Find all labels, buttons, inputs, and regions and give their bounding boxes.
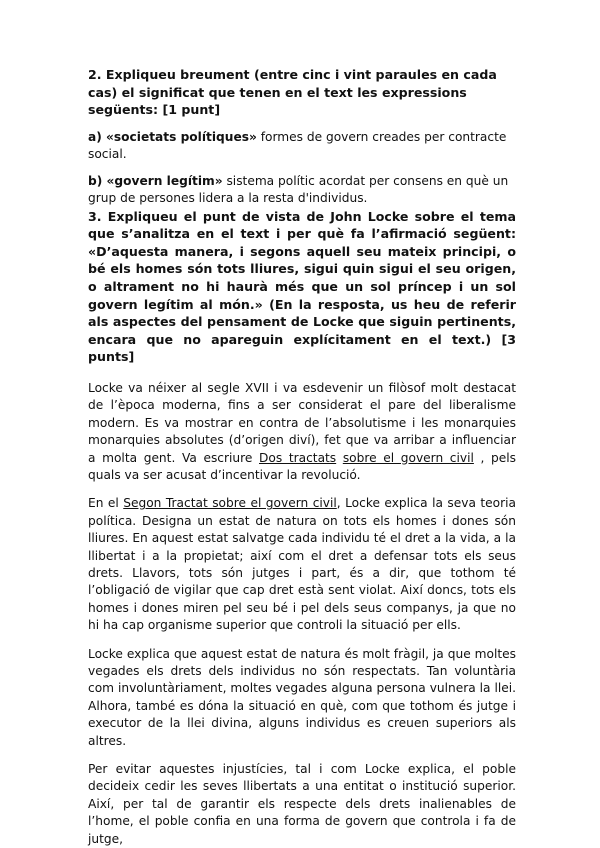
paragraph-1-text-end: , pels quals va ser acusat d’incentivar la revolució. — [88, 450, 517, 482]
paragraph-1-text-start: Locke va néixer al segle XVII i va esdevenir un filòsof molt destacat de l’època moderna, fins a ser considerat el pare del liberalisme modern. Es va mostrar en contra de l’absolutisme i les monarquies monarquies absolutes (d’origen diví), fet que va arribar a influenciar a molta gent. Va escriure — [88, 380, 516, 465]
paragraph-2-text-end: , Locke explica la seva teoria política. Designa un estat de natura on tots els homes i dones són lliures. En aquest estat salvatge cada individu té el dret a la vida, a la llibertat i a la propietat; així com el dret a defensar tots els seus drets. Llavors, tots són jutges i part, és a dir, que tothom té l’obligació de vigilar que cap dret està sent violat. Així doncs, tots els homes i dones miren pel seu bé i pel dels seus companys, ja que no hi ha cap organisme superior que controli la situació per ells. — [88, 496, 516, 633]
answer-a — [88, 129, 516, 163]
answer-b-term: «govern legítim» — [106, 174, 223, 189]
answer-a-definition: formes de govern creades per contracte social. — [88, 129, 507, 161]
treatise-title: Segon Tractat sobre el govern civil — [123, 496, 337, 511]
answer-paragraph-4: Per evitar aquestes injustícies, tal i com Locke explica, el poble decideix cedir les seves llibertats a una entitat o institució superior. Així, per tal de garantir els respecte dels drets inalienables de l’home, el poble confia en una forma de govern que controla i fa de jutge, — [88, 762, 516, 846]
answer-paragraph-1 — [88, 380, 516, 484]
answer-b-definition: sistema polític acordat per consens en què un grup de persones lidera a la resta d'individus. — [88, 174, 509, 206]
answer-paragraph-3: Locke explica que aquest estat de natura és molt fràgil, ja que moltes vegades els drets dels individus no són respectats. Tan voluntària com involuntàriament, moltes vegades alguna persona vulnera la llei. Alhora, també es dóna la situació en què, com que tothom és jutge i executor de la llei divina, alguns individus es creuen superiors als altres. — [88, 646, 516, 748]
answer-a-marker: a) — [88, 129, 107, 144]
answer-b — [88, 173, 516, 207]
paragraph-2-text-start: En el — [88, 496, 124, 511]
question-3-heading: 3. Expliqueu el punt de vista de John Locke sobre el tema que s’analitza en el text i per què fa l’afirmació següent: «D’aquesta manera, i segons aquell seu mateix principi, o bé els homes són tots lliures, sigui quin sigui el seu origen, o altrament no hi haurà més que un sol príncep i un sol govern legítim al món.» (En la resposta, us heu de referir als aspectes del pensament de Locke que siguin pertinents, encara que no apareguin explícitament en el text.) [3 punts] — [88, 208, 516, 365]
answer-a-term: «societats polítiques» — [106, 129, 257, 144]
book-title-space — [336, 451, 343, 465]
document-body — [88, 66, 516, 848]
answer-b-marker: b) — [88, 174, 107, 189]
answer-paragraph-2 — [88, 495, 516, 634]
question-2-heading: 2. Expliqueu breument (entre cinc i vint paraules en cada cas) el significat que tenen en el text les expressions següents: [1 punt] — [88, 67, 497, 118]
book-title-part-1: Dos tractats — [259, 450, 337, 465]
book-title-part-2: sobre el govern civil — [342, 450, 474, 465]
